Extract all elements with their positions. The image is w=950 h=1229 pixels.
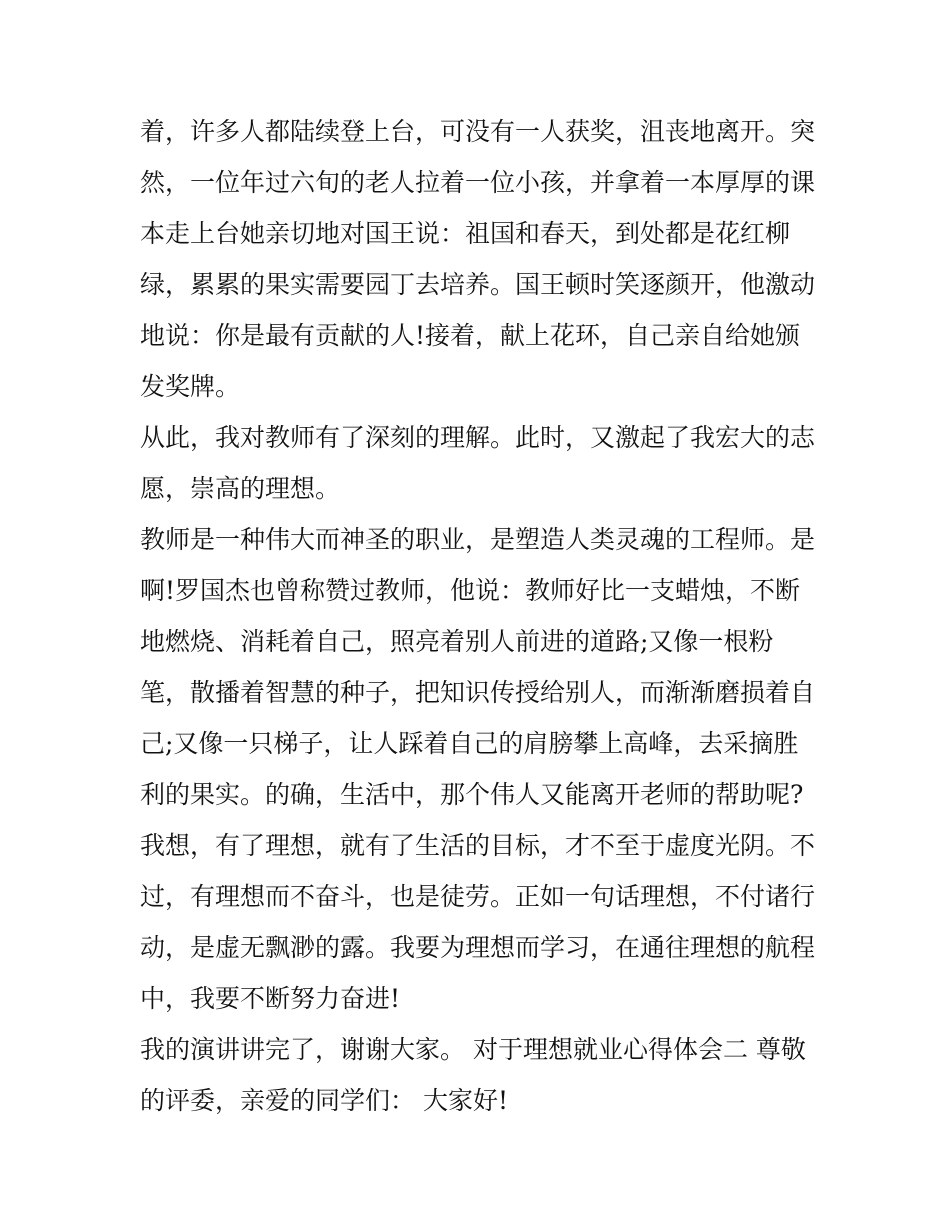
text-line: 笔，散播着智慧的种子，把知识传授给别人，而渐渐磨损着自: [140, 678, 816, 707]
text-line: 的评委，亲爱的同学们： 大家好!: [140, 1086, 508, 1115]
text-line: 我的演讲讲完了，谢谢大家。 对于理想就业心得体会二 尊敬: [140, 1035, 806, 1064]
text-line: 动，是虚无飘渺的露。我要为理想而学习，在通往理想的航程: [140, 933, 816, 962]
text-line: 从此，我对教师有了深刻的理解。此时，又激起了我宏大的志: [140, 423, 816, 452]
text-line: 中，我要不断努力奋进!: [140, 984, 401, 1013]
text-line: 我想，有了理想，就有了生活的目标，才不至于虚度光阴。不: [140, 831, 816, 860]
text-line: 地说：你是最有贡献的人!接着，献上花环，自己亲自给她颁: [140, 321, 801, 350]
text-line: 教师是一种伟大而神圣的职业，是塑造人类灵魂的工程师。是: [140, 525, 816, 554]
text-line: 然，一位年过六旬的老人拉着一位小孩，并拿着一本厚厚的课: [140, 168, 816, 197]
text-line: 地燃烧、消耗着自己，照亮着别人前进的道路;又像一根粉: [140, 627, 774, 656]
document-body-text: [140, 106, 830, 1126]
text-line: 过，有理想而不奋斗，也是徒劳。正如一句话理想，不付诸行: [140, 882, 816, 911]
text-line: 本走上台她亲切地对国王说：祖国和春天，到处都是花红柳: [140, 219, 791, 248]
text-line: 着，许多人都陆续登上台，可没有一人获奖，沮丧地离开。突: [140, 117, 816, 146]
text-line: 啊!罗国杰也曾称赞过教师，他说：教师好比一支蜡烛，不断: [140, 576, 801, 605]
text-line: 己;又像一只梯子，让人踩着自己的肩膀攀上高峰，去采摘胜: [140, 729, 799, 758]
text-line: 利的果实。的确，生活中，那个伟人又能离开老师的帮助呢?: [140, 780, 804, 809]
text-line: 绿，累累的果实需要园丁去培养。国王顿时笑逐颜开，他激动: [140, 270, 816, 299]
text-line: 愿，崇高的理想。: [140, 474, 341, 503]
text-line: 发奖牌。: [140, 372, 241, 401]
